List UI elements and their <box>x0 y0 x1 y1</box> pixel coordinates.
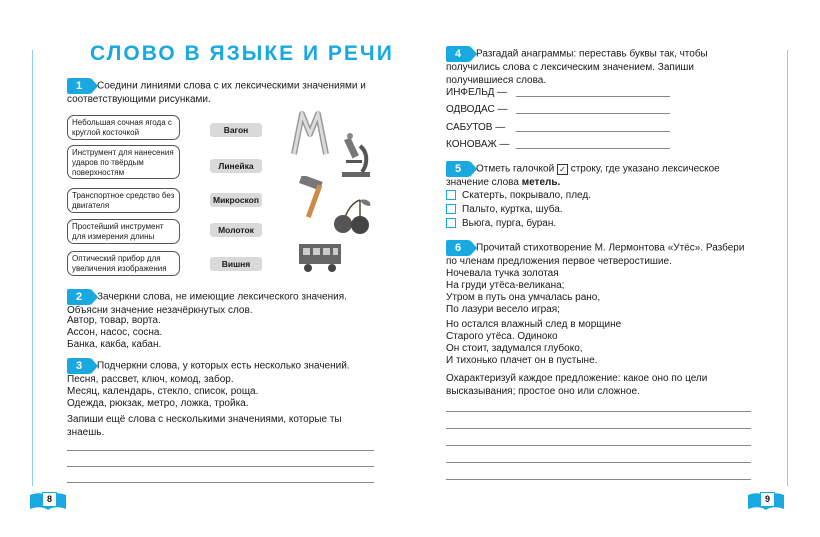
definition-box[interactable]: Инструмент для нанесения ударов по твёрдым поверхностям <box>67 145 180 179</box>
checkbox[interactable] <box>446 190 456 200</box>
word-chip[interactable]: Молоток <box>210 223 262 237</box>
page-title: СЛОВО В ЯЗЫКЕ И РЕЧИ <box>90 42 394 65</box>
task2-instruction <box>67 289 375 318</box>
anagram-answer-line[interactable] <box>516 148 670 149</box>
anagram-answer-line[interactable] <box>516 113 670 114</box>
word-chip[interactable]: Линейка <box>210 159 262 173</box>
task4-text: Разгадай анаграммы: переставь буквы так, чтобы получились слова с лексическим значением. Запиши получившиеся слова. <box>446 48 708 86</box>
word-chip[interactable]: Микроскоп <box>210 193 262 207</box>
anagram-label: КОНОВАЖ — <box>446 139 510 150</box>
task3-text: Подчеркни слова, у которых есть несколько значений. <box>97 360 350 372</box>
page-number: 8 <box>42 492 57 507</box>
anagram-label: ОДВОДАС — <box>446 104 508 115</box>
poem-line: Ночевала тучка золотая <box>446 268 559 279</box>
answer-line[interactable] <box>446 479 751 480</box>
answer-line[interactable] <box>67 482 374 483</box>
task4-instruction <box>446 46 751 87</box>
task3-extra: Запиши ещё слова с несколькими значениями, которые ты знаешь. <box>67 414 342 438</box>
definition-box[interactable]: Простейший инструмент для измерения длины <box>67 219 180 244</box>
answer-line[interactable] <box>67 466 374 467</box>
task2-number: 2 <box>67 289 91 305</box>
task3-number: 3 <box>67 358 91 374</box>
task6-text: Прочитай стихотворение М. Лермонтова «Утёс». Разбери по членам предложения первое четверостишие. <box>446 242 745 267</box>
checkbox[interactable] <box>446 218 456 228</box>
poem-line: Утром в путь она умчалась рано, <box>446 292 601 303</box>
option-label: Вьюга, пурга, буран. <box>462 218 557 229</box>
cherry-icon[interactable] <box>330 196 374 236</box>
poem-line: Но остался влажный след в морщине <box>446 319 622 330</box>
task6-instruction <box>446 240 756 269</box>
ruler-icon[interactable] <box>290 110 330 158</box>
anagram-label: ИНФЕЛЬД — <box>446 87 508 98</box>
definition-box[interactable]: Небольшая сочная ягода с круглой косточкой <box>67 115 180 140</box>
poem-line: На груди утёса-великана; <box>446 280 565 291</box>
task5-keyword: метель. <box>521 177 561 188</box>
option-row[interactable] <box>446 204 563 217</box>
task2-line[interactable]: Ассон, насос, сосна. <box>67 327 163 338</box>
poem-line: Старого утёса. Одиноко <box>446 331 558 342</box>
option-row[interactable] <box>446 218 556 231</box>
wagon-icon[interactable] <box>296 240 344 274</box>
page-number: 9 <box>760 492 775 507</box>
task1-instruction <box>67 78 375 107</box>
task5-text-after: строку, где указано лексическое значение слова <box>446 163 720 188</box>
task4-number: 4 <box>446 46 470 62</box>
margin-line <box>32 50 33 486</box>
task6-number: 6 <box>446 240 470 256</box>
right-page <box>410 0 820 537</box>
task3-line[interactable]: Песня, рассвет, ключ, комод, забор. <box>67 374 234 385</box>
word-chip[interactable]: Вагон <box>210 123 262 137</box>
definition-box[interactable]: Транспортное средство без двигателя <box>67 188 180 213</box>
task3-line[interactable]: Одежда, рюкзак, метро, ложка, тройка. <box>67 398 249 409</box>
task5-instruction <box>446 161 754 190</box>
word-chip[interactable]: Вишня <box>210 257 262 271</box>
poem-line: И тихонько плачет он в пустыне. <box>446 355 598 366</box>
task1-text: Соедини линиями слова с их лексическими значениями и соответствующими рисунками. <box>67 80 366 105</box>
poem-line: По лазури весело играя; <box>446 304 560 315</box>
anagram-answer-line[interactable] <box>516 131 670 132</box>
microscope-icon[interactable] <box>336 130 376 178</box>
answer-line[interactable] <box>446 462 751 463</box>
option-label: Скатерть, покрывало, плед. <box>462 190 592 201</box>
task1-number: 1 <box>67 78 91 94</box>
definition-box[interactable]: Оптический прибор для увеличения изображения <box>67 251 180 276</box>
page-number-badge <box>746 489 786 513</box>
answer-line[interactable] <box>446 445 751 446</box>
task2-text: Зачеркни слова, не имеющие лексического значения. Объясни значение незачёркнутых слов. <box>67 291 347 316</box>
task3-line[interactable]: Месяц, календарь, стекло, список, роща. <box>67 386 259 397</box>
poem-line: Он стоит, задумался глубоко, <box>446 343 583 354</box>
option-row[interactable] <box>446 190 591 203</box>
anagram-label: САБУТОВ — <box>446 122 506 133</box>
answer-line[interactable] <box>446 428 751 429</box>
option-label: Пальто, куртка, шуба. <box>462 204 563 215</box>
task2-line[interactable]: Банка, какба, кабан. <box>67 339 162 350</box>
task6-question: Охарактеризуй каждое предложение: какое оно по цели высказывания; простое оно или сложное. <box>446 373 708 397</box>
checkbox[interactable] <box>446 204 456 214</box>
task5-text-before: Отметь галочкой <box>476 163 555 175</box>
page-number-badge <box>28 489 68 513</box>
task2-line[interactable]: Автор, товар, ворта. <box>67 315 161 326</box>
task5-number: 5 <box>446 161 470 177</box>
anagram-answer-line[interactable] <box>516 96 670 97</box>
answer-line[interactable] <box>67 450 374 451</box>
margin-line <box>787 50 788 486</box>
task3-instruction <box>67 358 375 374</box>
checkmark-icon: ✓ <box>557 164 568 175</box>
answer-line[interactable] <box>446 411 751 412</box>
